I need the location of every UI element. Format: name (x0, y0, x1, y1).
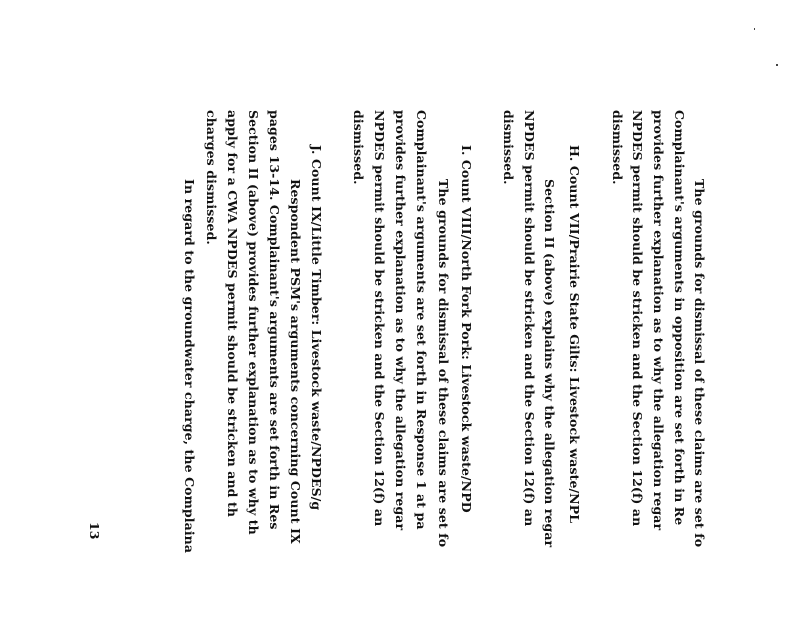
text-line: charges dismissed. (204, 110, 219, 245)
text-line: Section II (above) explains why the allegation regar (542, 179, 557, 548)
text-line: NPDES permit should be stricken and the Section 12(f) an (522, 110, 537, 527)
section-heading-i: I. Count VIII/North Fork Pork: Livestock waste/NPD (459, 145, 474, 513)
page-number: 13 (87, 522, 102, 540)
text-line: Respondent PSM's arguments concerning Count IX (288, 179, 303, 544)
text-line: Complainant's arguments in opposition are set forth in Re (672, 110, 687, 526)
text-line: NPDES permit should be stricken and the Section 12(f) an (630, 110, 645, 527)
text-line: dismissed. (610, 110, 625, 185)
text-line: In regard to the groundwater charge, the Complaina (182, 179, 197, 554)
text-line: dismissed. (501, 110, 516, 185)
text-line: dismissed. (351, 110, 366, 185)
section-heading-h: H. Count VII/Prairie State Gilts: Livestock waste/NPL (567, 145, 582, 524)
text-line: apply for a CWA NPDES permit should be stricken and th (225, 110, 240, 518)
text-line: pages 13-14. Complainant's arguments are set forth in Res (267, 110, 282, 530)
text-line: Complainant's arguments are set forth in Response 1 at pa (414, 110, 429, 530)
text-line: The grounds for dismissal of these claims are set fo (692, 179, 707, 548)
text-line: The grounds for dismissal of these claims are set fo (436, 179, 451, 548)
text-line: Section II (above) provides further explanation as to why th (246, 110, 261, 535)
text-line: provides further explanation as to why the allegation regar (651, 110, 666, 531)
text-line: provides further explanation as to why the allegation regar (393, 110, 408, 531)
section-heading-j: J. Count IX/Little Timber: Livestock waste/NPDES/g (309, 145, 324, 511)
text-line: NPDES permit should be stricken and the Section 12(f) an (372, 110, 387, 527)
